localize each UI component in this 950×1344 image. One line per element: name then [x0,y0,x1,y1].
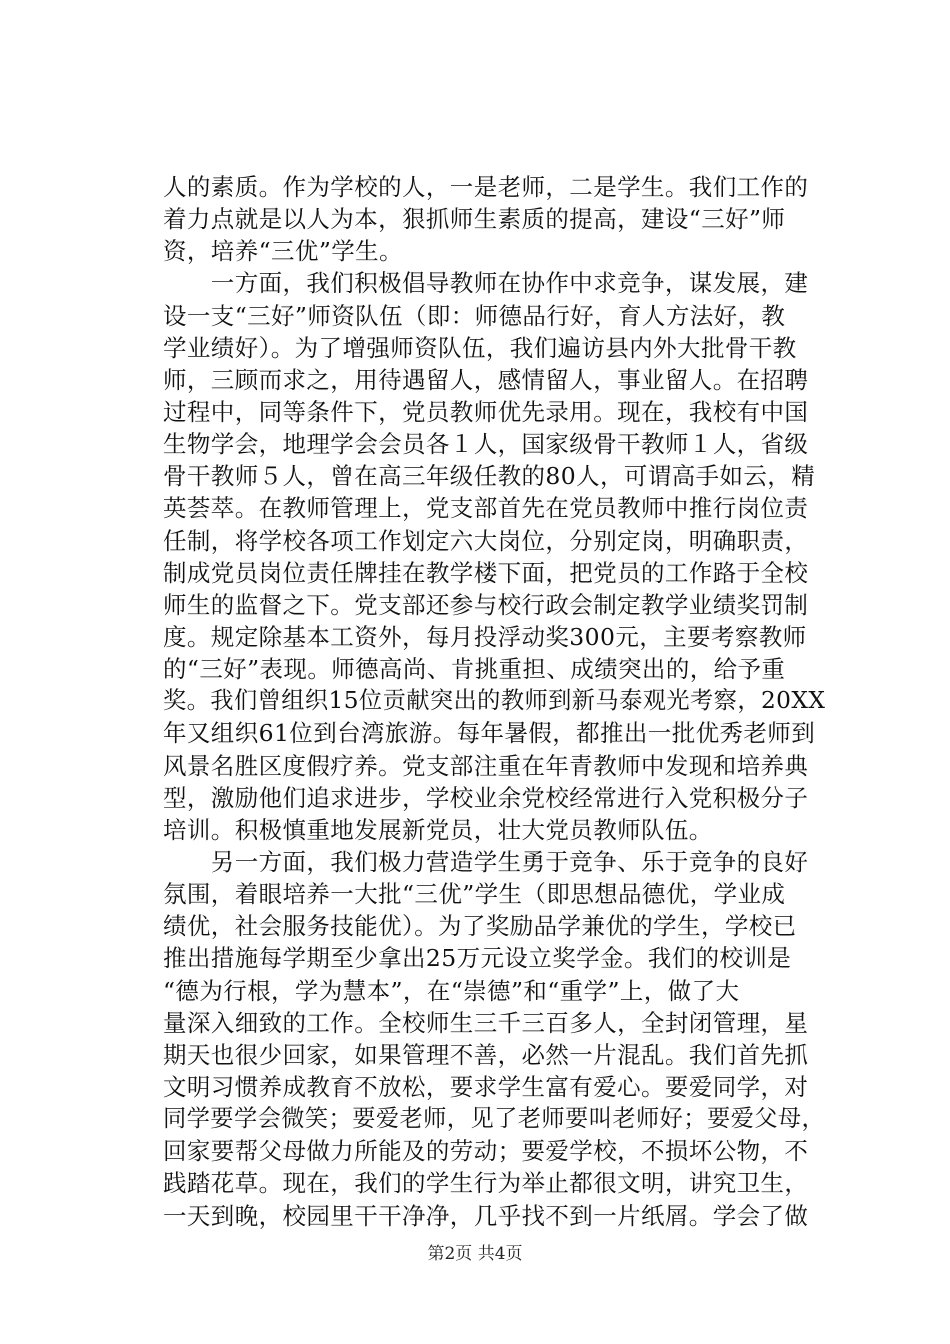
text-line: 骨干教师５人，曾在高三年级任教的80人，可谓高手如云，精 [163,462,816,491]
text-line: 设一支“三好”师资队伍（即：师德品行好，育人方法好，教 [163,301,786,330]
text-line: 推出措施每学期至少拿出25万元设立奖学金。我们的校训是 [163,944,792,973]
text-line: 师生的监督之下。党支部还参与校行政会制定教学业绩奖罚制 [163,590,809,619]
page-footer: 第2页 共4页 [427,1244,523,1264]
text-line: 践踏花草。现在，我们的学生行为举止都很文明，讲究卫生， [163,1169,809,1198]
text-line: 学业绩好）。为了增强师资队伍，我们遍访县内外大批骨干教 [163,333,797,362]
text-line: 任制，将学校各项工作划定六大岗位，分别定岗，明确职责， [163,526,809,555]
document-body [163,171,831,1232]
text-line: 的“三好”表现。师德高尚、肯挑重担、成绩突出的，给予重 [163,655,786,684]
text-line: 年又组织61位到台湾旅游。每年暑假，都推出一批优秀老师到 [163,719,816,748]
text-line: 度。规定除基本工资外，每月投浮动奖300元，主要考察教师 [163,622,807,651]
text-line: 型，激励他们追求进步，学校业余党校经常进行入党积极分子 [163,783,809,812]
text-line: 一天到晚，校园里干干净净，几乎找不到一片纸屑。学会了做 [163,1201,809,1230]
text-line: 绩优，社会服务技能优）。为了奖励品学兼优的学生，学校已 [163,912,797,941]
text-line: 过程中，同等条件下，党员教师优先录用。现在，我校有中国 [163,397,809,426]
text-line: 人的素质。作为学校的人，一是老师，二是学生。我们工作的 [163,173,809,201]
text-line: 文明习惯养成教育不放松，要求学生富有爱心。要爱同学，对 [163,1072,809,1101]
text-line: 奖。我们曾组织15位贡献突出的教师到新马泰观光考察，20XX [163,687,826,715]
text-line: 着力点就是以人为本，狠抓师生素质的提高，建设“三好”师 [163,205,786,234]
text-line: 量深入细致的工作。全校师生三千三百多人，全封闭管理，星 [163,1008,809,1037]
text-line: 英荟萃。在教师管理上，党支部首先在党员教师中推行岗位责 [163,494,809,523]
text-line: 培训。积极慎重地发展新党员，壮大党员教师队伍。 [163,815,713,844]
text-line: 同学要学会微笑；要爱老师，见了老师要叫老师好；要爱父母， [163,1105,826,1133]
text-line: 氛围，着眼培养一大批“三优”学生（即思想品德优，学业成 [163,880,786,909]
text-line: 期天也很少回家，如果管理不善，必然一片混乱。我们首先抓 [163,1040,809,1069]
text-line: 生物学会，地理学会会员各１人，国家级骨干教师１人，省级 [163,430,809,459]
text-line: 一方面，我们积极倡导教师在协作中求竞争，谋发展，建 [163,269,809,298]
text-line: 制成党员岗位责任牌挂在教学楼下面，把党员的工作路于全校 [163,558,809,587]
text-line: 回家要帮父母做力所能及的劳动；要爱学校，不损坏公物，不 [163,1137,809,1166]
text-line: 资，培养“三优”学生。 [163,237,403,266]
text-line: 师，三顾而求之，用待遇留人，感情留人，事业留人。在招聘 [163,365,809,394]
text-line: “德为行根，学为慧本”，在“崇德”和“重学”上，做了大 [163,976,740,1005]
text-line: 风景名胜区度假疗养。党支部注重在年青教师中发现和培养典 [163,751,809,780]
text-line: 另一方面，我们极力营造学生勇于竞争、乐于竞争的良好 [163,847,809,876]
